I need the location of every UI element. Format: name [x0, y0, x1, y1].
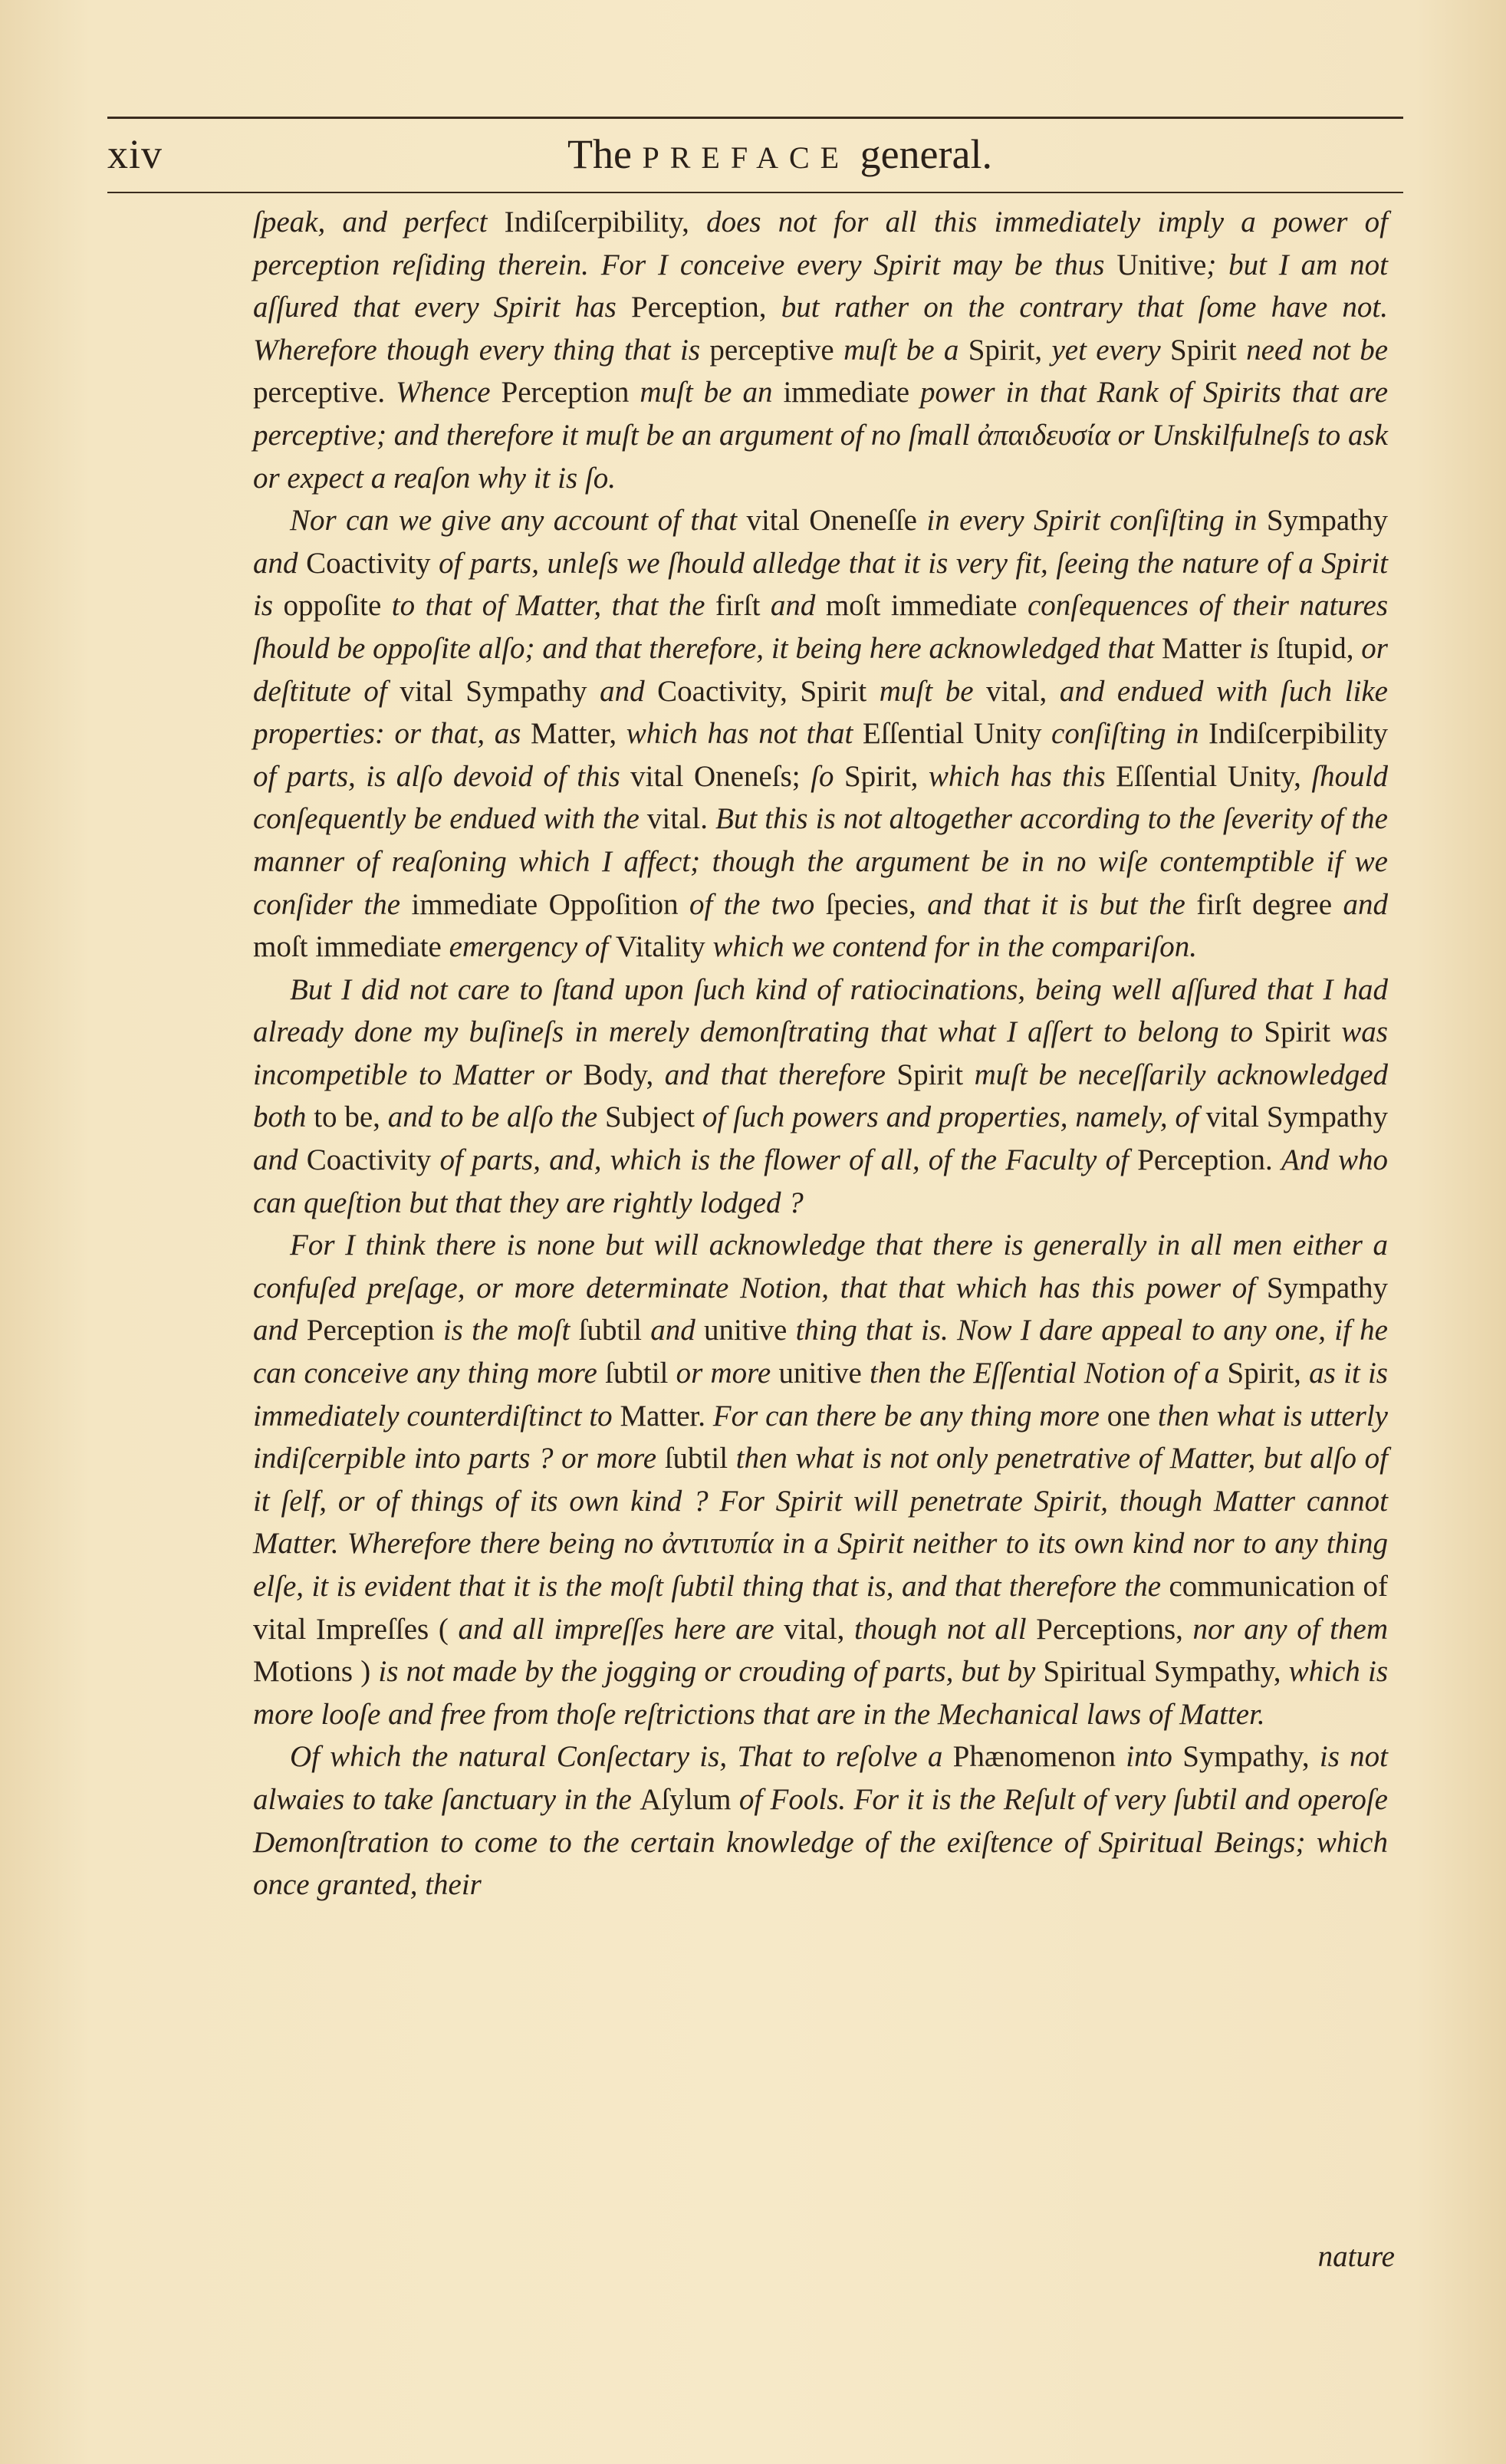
roman-run: Vitality	[615, 930, 713, 964]
italic-run: muſt be neceſſarily acknowledged both	[253, 1058, 1389, 1134]
italic-run: and that therefore	[664, 1058, 897, 1091]
italic-run: is not alwaies to take ſanctuary in the	[253, 1740, 1388, 1816]
roman-run: vital,	[986, 674, 1060, 708]
roman-run: vital.	[646, 802, 716, 836]
italic-run: Of which the natural Conſectary is, That to reſolve a	[290, 1740, 953, 1774]
italic-run: is	[1248, 631, 1277, 665]
roman-run: Sympathy,	[1182, 1740, 1320, 1774]
roman-run: Aſylum	[640, 1782, 739, 1816]
roman-run: Matter	[1162, 631, 1249, 665]
italic-run: ſo	[811, 759, 844, 793]
italic-run: and	[650, 1314, 704, 1347]
roman-run: Spirit	[896, 1058, 975, 1091]
body-text	[253, 201, 1388, 1906]
catchword: nature	[1317, 2240, 1395, 2273]
italic-run: and	[253, 1143, 307, 1177]
italic-run: ; but I am not aſſured that every Spirit has	[253, 248, 1388, 324]
italic-run: of parts, and, which is the flower of all, of the Faculty of	[439, 1143, 1138, 1177]
italic-run: is the moſt	[442, 1314, 579, 1347]
roman-run: Coactivity, Spirit	[657, 674, 880, 708]
italic-run: and	[770, 589, 826, 623]
roman-run: moſt immediate	[253, 930, 449, 964]
italic-run: conſiſting in	[1051, 717, 1209, 751]
roman-run: perceptive	[709, 333, 844, 367]
italic-run: emergency of	[449, 930, 616, 964]
italic-run: and endued with ſuch like properties: or that, as	[253, 674, 1388, 751]
italic-run: to that of Matter, that the	[391, 589, 715, 623]
paragraph	[253, 1224, 1388, 1735]
italic-run: but rather on the contrary that ſome have not. Wherefore though every thing that is	[253, 291, 1389, 367]
italic-run: in every Spirit conſiſting in	[926, 504, 1267, 538]
italic-run: then the Eſſential Notion of a	[870, 1357, 1228, 1390]
roman-run: Perceptions,	[1036, 1612, 1193, 1646]
roman-run: ſubtil	[578, 1314, 651, 1347]
italic-run: as it is immediately counterdiſtinct to	[253, 1357, 1388, 1433]
paragraph	[253, 969, 1388, 1225]
roman-run: Sympathy	[1266, 1271, 1388, 1304]
roman-run: Indiſcerpibility	[1208, 717, 1388, 751]
italic-run: muſt be an	[640, 376, 784, 410]
italic-run: muſt be a	[843, 333, 968, 367]
italic-run: or deſtitute of	[253, 631, 1388, 708]
italic-run: and to be alſo the	[387, 1100, 606, 1134]
roman-run: vital Sympathy	[1205, 1100, 1388, 1134]
italic-run: thing that is. Now I dare appeal to any one, if he can conceive any thing more	[253, 1314, 1388, 1390]
roman-run: Spirit	[1170, 333, 1247, 367]
roman-run: Coactivity	[306, 546, 439, 580]
roman-run: Spirit	[1264, 1015, 1342, 1049]
roman-run: Spirit,	[968, 333, 1052, 367]
roman-run: vital Oneneſs;	[630, 759, 811, 793]
roman-run: firſt	[715, 589, 771, 623]
roman-run: Indiſcerpibility,	[504, 206, 707, 239]
roman-run: Perception	[306, 1314, 443, 1347]
italic-run: For I think there is none but will acknowledge that there is generally in all men either a confuſed preſage, or more determinate Notion, that that which has this power of	[253, 1229, 1388, 1304]
italic-run: ſpeak	[253, 206, 318, 239]
roman-run: immediate Oppoſition	[411, 887, 690, 921]
roman-run: vital,	[784, 1612, 854, 1646]
paragraph	[253, 499, 1388, 969]
italic-run: which has this	[928, 759, 1116, 793]
italic-run: which we contend for in the compariſon.	[712, 930, 1197, 964]
running-title-suffix: general.	[860, 131, 992, 177]
italic-run: muſt be	[879, 674, 987, 708]
paragraph	[253, 201, 1388, 499]
italic-run: of ſuch powers and properties, namely, of	[702, 1100, 1206, 1134]
italic-run: was incompetible to Matter or	[253, 1015, 1388, 1091]
italic-run: which is more looſe and free from thoſe reſtrictions that are in the Mechanical laws of Matter.	[253, 1655, 1388, 1731]
italic-run: of parts, unleſs we ſhould alledge that it is very fit, ſeeing the nature of a Spirit is	[253, 546, 1388, 623]
roman-run: Unitive	[1116, 248, 1207, 281]
roman-run: Body,	[583, 1058, 665, 1091]
italic-run: and	[253, 1314, 307, 1347]
italic-run: ſhould conſequently be endued with the	[253, 759, 1388, 836]
italic-run: though not all	[853, 1612, 1037, 1646]
roman-run: one	[1106, 1399, 1158, 1433]
paragraph	[253, 1735, 1388, 1906]
italic-run: does not for all this immediately imply a power of perception reſiding therein. For I conceive every Spirit may be thus	[253, 206, 1389, 281]
italic-run: And who can queſtion but that they are rightly lodged ?	[253, 1143, 1389, 1219]
italic-run: and that it is but the	[927, 887, 1197, 921]
italic-run: yet every	[1051, 333, 1171, 367]
roman-run: vital Sympathy	[400, 674, 600, 708]
roman-run: Subject	[605, 1100, 702, 1134]
roman-run: unitive	[703, 1314, 796, 1347]
roman-run: ſtupid,	[1276, 631, 1362, 665]
italic-run: of parts, is alſo devoid of this	[253, 759, 631, 793]
italic-run: , and perfect	[317, 206, 505, 239]
italic-run: and all impreſſes here are	[458, 1612, 784, 1646]
roman-run: perceptive.	[253, 376, 396, 410]
running-title-prefix: The	[567, 131, 632, 177]
roman-run: Spirit,	[1227, 1357, 1310, 1390]
roman-run: firſt degree	[1196, 887, 1343, 921]
italic-run: or more	[676, 1357, 779, 1390]
roman-run: ſubtil	[605, 1357, 676, 1390]
roman-run: Phænomenon	[952, 1740, 1126, 1774]
italic-run: conſequences of their natures ſhould be oppoſite alſo; and that therefore, it being here acknowledged that	[253, 589, 1389, 665]
italic-run: of the two	[689, 887, 826, 921]
roman-run: moſt immediate	[825, 589, 1028, 623]
roman-run: Matter.	[620, 1399, 713, 1433]
roman-run: Eſſential Unity,	[1116, 759, 1312, 793]
italic-run: and	[253, 546, 307, 580]
running-title	[567, 130, 992, 178]
italic-run: But I did not care to ſtand upon ſuch kind of ratiocinations, being well aſſured that I had already done my buſineſs in merely demonſtrating that what I aſſert to belong to	[253, 972, 1388, 1049]
roman-run: Motions )	[253, 1655, 379, 1689]
roman-run: oppoſite	[283, 589, 392, 623]
italic-run: But this is not altogether according to the ſeverity of the manner of reaſoning which I affect; though the argument be in no wiſe contemptible if we conſider the	[253, 802, 1388, 921]
roman-run: Matter,	[530, 717, 626, 751]
roman-run: Coactivity	[306, 1143, 440, 1177]
page-header	[107, 130, 1403, 192]
italic-run: which has not that	[626, 717, 863, 751]
roman-run: Perception.	[1137, 1143, 1281, 1177]
header-rule	[107, 192, 1403, 193]
running-title-caps: PREFACE	[642, 140, 850, 175]
roman-run: Spirit,	[843, 759, 929, 793]
top-rule	[107, 117, 1403, 119]
italic-run: For can there be any thing more	[712, 1399, 1107, 1433]
italic-run: need not be	[1246, 333, 1389, 367]
italic-run: Whence	[396, 376, 501, 410]
roman-run: communication of vital Impreſſes (	[253, 1570, 1388, 1646]
roman-run: vital Oneneſſe	[746, 504, 927, 538]
italic-run: nor any of them	[1192, 1612, 1388, 1646]
italic-run: power in that Rank of Spirits that are perceptive; and therefore it muſt be an argument of no ſmall ἀπαιδευσία or Unskilfulneſs to ask or expect a reaſon why it is ſo.	[253, 376, 1389, 495]
roman-run: immediate	[783, 376, 921, 410]
italic-run: of Fools. For it is the Reſult of very ſubtil and operoſe Demonſtration to come to the certain knowledge of the exiſtence of Spiritual Beings; which once granted, their	[253, 1782, 1388, 1902]
roman-run: Perception	[501, 376, 640, 410]
page-number: xiv	[107, 131, 163, 177]
roman-run: unitive	[778, 1357, 870, 1390]
italic-run: then what is utterly indiſcerpible into parts ? or more	[253, 1399, 1388, 1475]
roman-run: Eſſential Unity	[862, 717, 1052, 751]
italic-run: then what is not only penetrative of Matter, but alſo of it ſelf, or of things of its own kind ? For Spirit will penetrate Spirit, though Matter cannot Matter. Wherefore there being no ἀντιτυπία in a Spirit neither to its own kind nor to any thing elſe, it is evident that it is the moſt ſubtil thing that is, and that therefore the	[253, 1442, 1388, 1603]
italic-run: Nor can we give any account of that	[290, 504, 747, 538]
italic-run: and	[600, 674, 658, 708]
roman-run: to be,	[314, 1100, 388, 1134]
roman-run: Sympathy	[1266, 504, 1388, 538]
italic-run: is not made by the jogging or crouding of parts, but by	[378, 1655, 1044, 1689]
roman-run: Spiritual Sympathy,	[1043, 1655, 1289, 1689]
roman-run: ſubtil	[664, 1442, 736, 1475]
roman-run: ſpecies,	[825, 887, 928, 921]
italic-run: into	[1126, 1740, 1183, 1774]
italic-run: and	[1343, 887, 1388, 921]
roman-run: Perception,	[631, 291, 781, 324]
